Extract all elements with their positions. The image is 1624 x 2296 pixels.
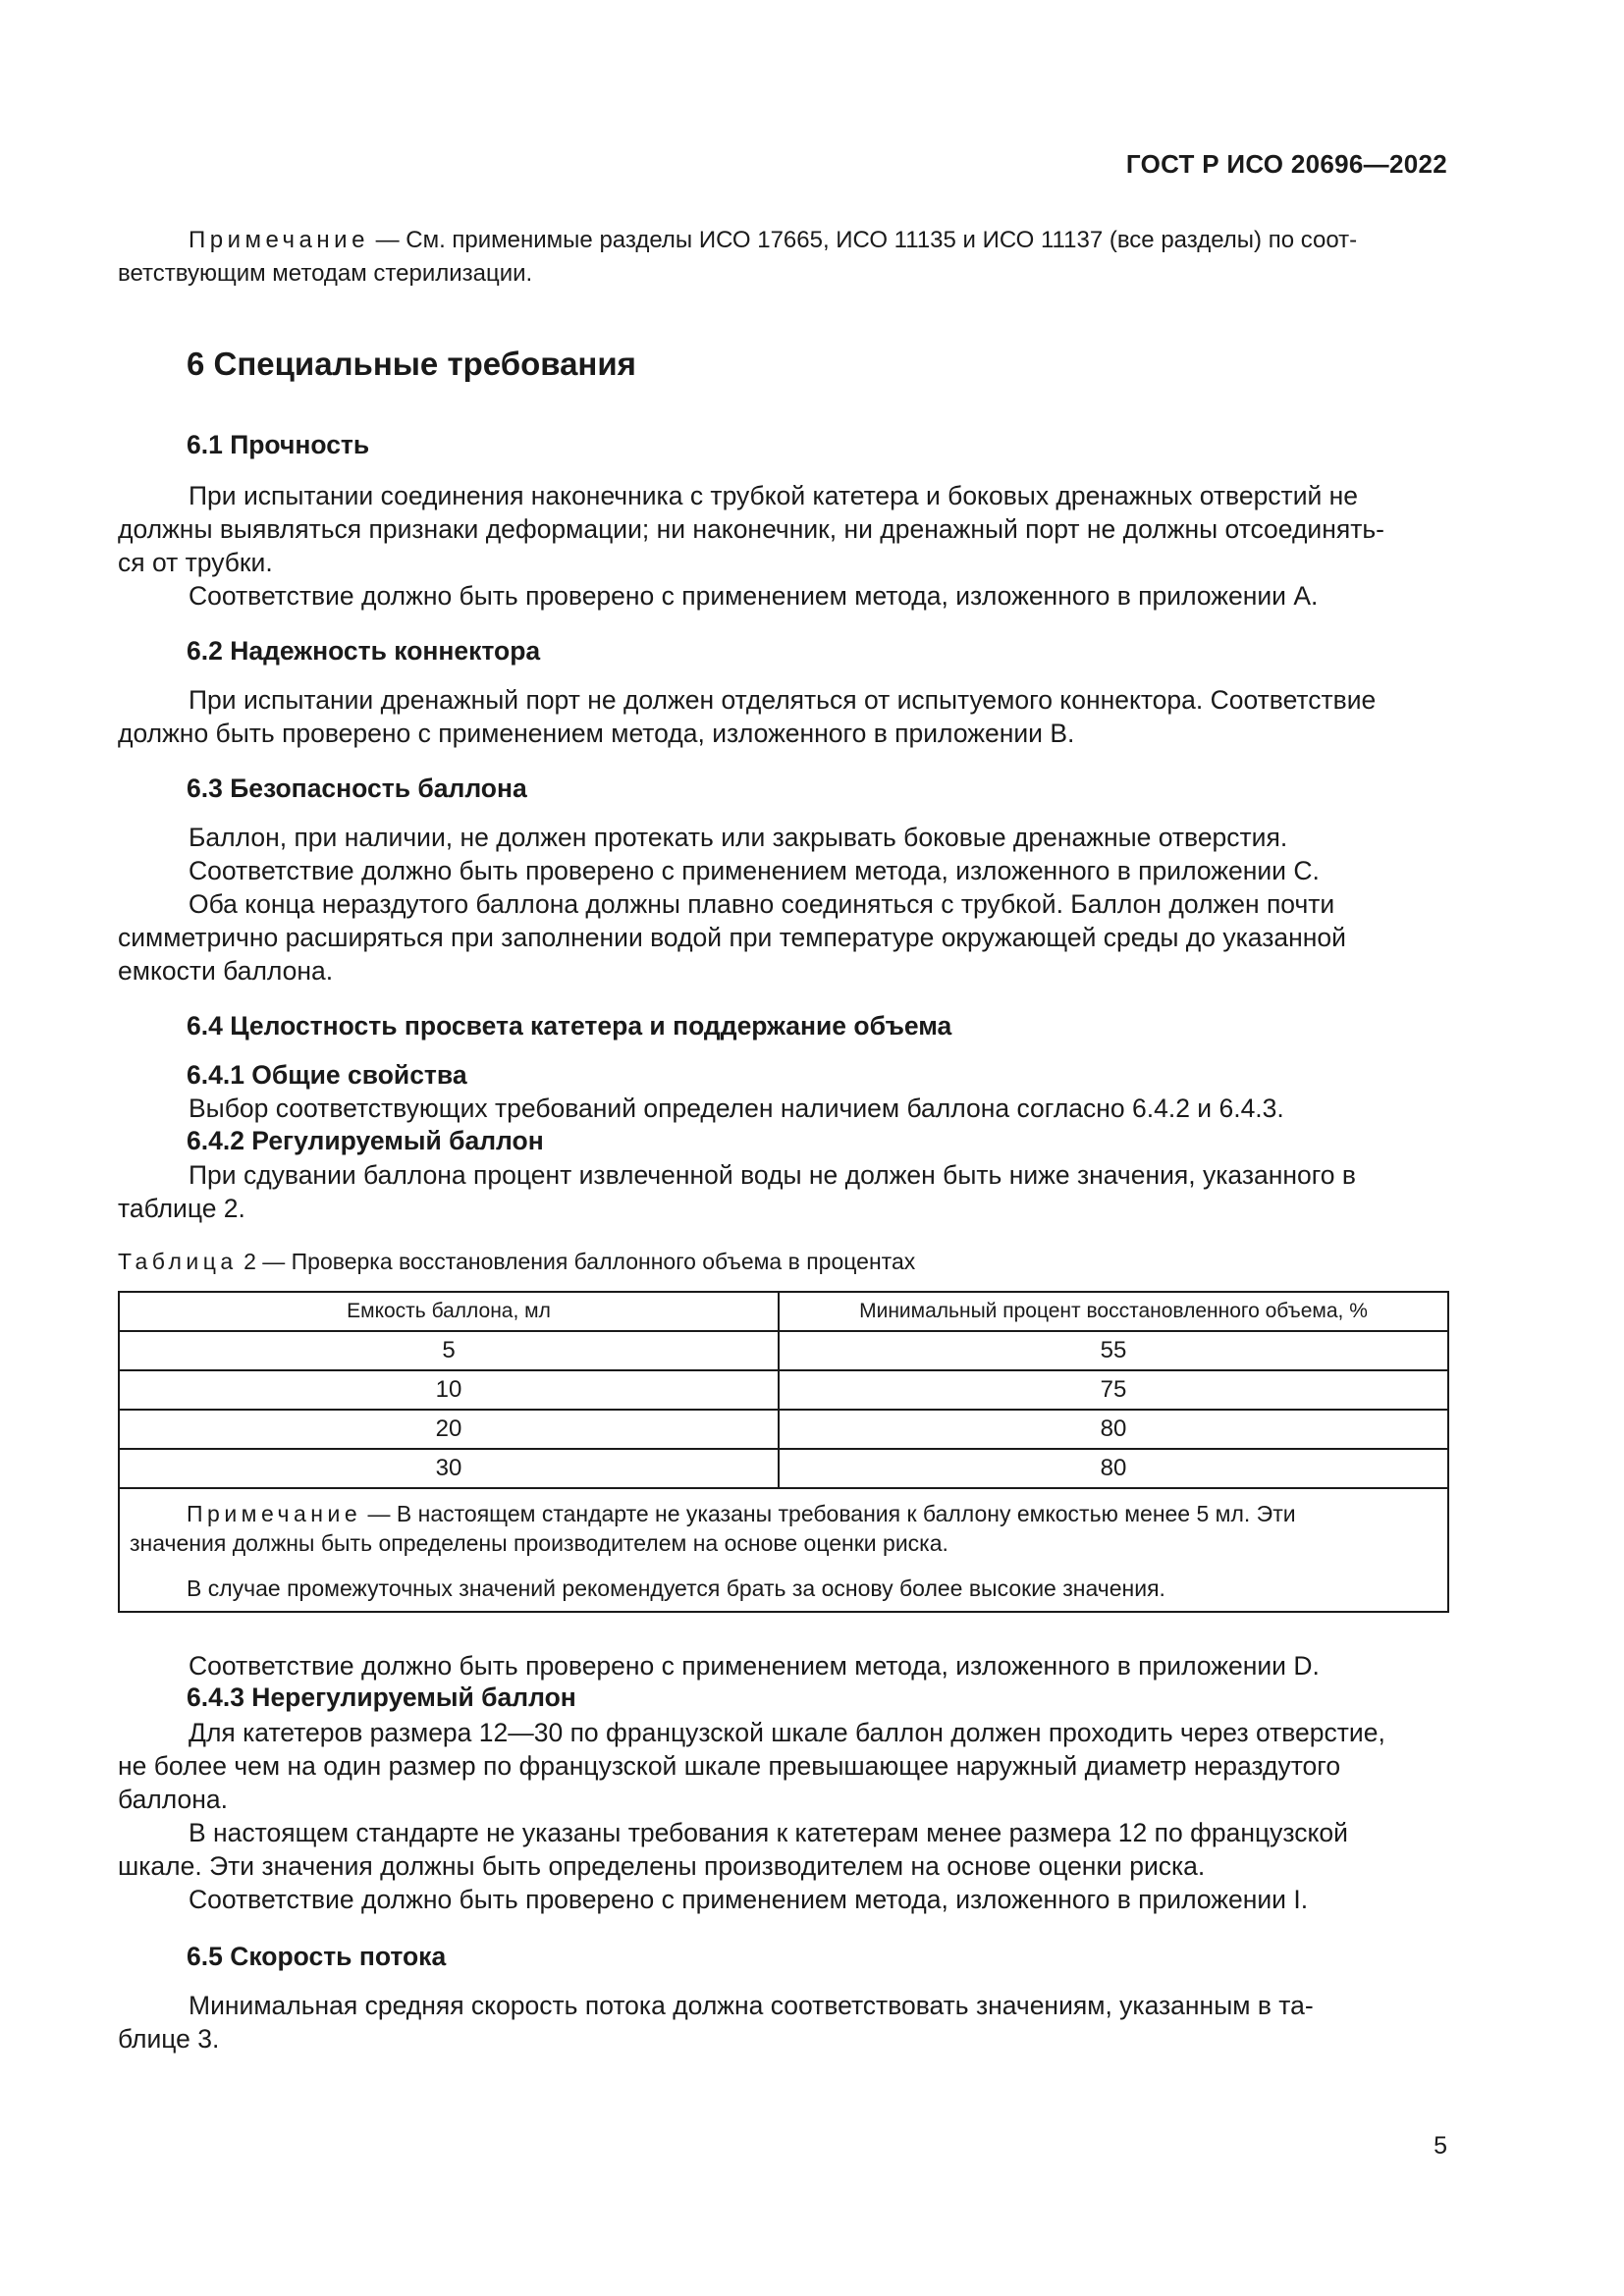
table-cell: 75 <box>779 1370 1448 1410</box>
section-6-4-3-title: 6.4.3 Нерегулируемый баллон <box>187 1682 576 1712</box>
table-2 <box>118 1291 1449 1613</box>
s6-5-line2: блице 3. <box>118 2024 220 2054</box>
section-6-3-title: 6.3 Безопасность баллона <box>187 774 527 803</box>
table-row <box>119 1449 1448 1488</box>
table-caption-text: 2 — Проверка восстановления баллонного объема в процентах <box>237 1249 916 1274</box>
s6-2-line2: должно быть проверено с применением метода, изложенного в приложении В. <box>118 719 1075 748</box>
note-label: Примечание <box>189 227 369 253</box>
s6-1-line4: Соответствие должно быть проверено с применением метода, изложенного в приложении А. <box>189 581 1319 611</box>
section-6-2-title: 6.2 Надежность коннектора <box>187 636 541 666</box>
s6-4-3-line3: баллона. <box>118 1785 229 1814</box>
section-6-5-title: 6.5 Скорость потока <box>187 1942 447 1971</box>
table-cell: 55 <box>779 1331 1448 1370</box>
section-6-4-title: 6.4 Целостность просвета катетера и поддержание объема <box>187 1011 952 1041</box>
table-note-label: Примечание <box>187 1501 362 1526</box>
s6-4-3-line1: Для катетеров размера 12—30 по французской шкале баллон должен проходить через отверстие, <box>189 1718 1385 1747</box>
s6-5-line1: Минимальная средняя скорость потока должна соответствовать значениям, указанным в та- <box>189 1991 1314 2020</box>
s6-3-line4: симметрично расширяться при заполнении водой при температуре окружающей среды до указанной <box>118 923 1346 952</box>
note-text: — См. применимые разделы ИСО 17665, ИСО 11135 и ИСО 11137 (все разделы) по соот- <box>368 227 1358 253</box>
top-note <box>118 224 1447 256</box>
top-note-cont: ветствующим методам стерилизации. <box>118 260 533 287</box>
table-note-line2: значения должны быть определены производителем на основе оценки риска. <box>130 1530 948 1556</box>
s6-4-3-line2: не более чем на один размер по французской шкале превышающее наружный диаметр нераздутого <box>118 1751 1341 1781</box>
section-6-4-1-title: 6.4.1 Общие свойства <box>187 1060 467 1090</box>
s6-1-line3: ся от трубки. <box>118 548 273 577</box>
s6-1-line1: При испытании соединения наконечника с трубкой катетера и боковых дренажных отверстий не <box>189 481 1359 510</box>
s6-1-line2: должны выявляться признаки деформации; ни наконечник, ни дренажный порт не должны отсоединять- <box>118 514 1384 544</box>
after-table-line1: Соответствие должно быть проверено с применением метода, изложенного в приложении D. <box>189 1651 1320 1681</box>
table-cell: 20 <box>119 1410 779 1449</box>
table-note-text: — В настоящем стандарте не указаны требования к баллону емкостью менее 5 мл. Эти <box>361 1501 1296 1526</box>
s6-3-line5: емкости баллона. <box>118 956 334 986</box>
s6-3-line2: Соответствие должно быть проверено с применением метода, изложенного в приложении С. <box>189 856 1320 885</box>
s6-4-3-line5: шкале. Эти значения должны быть определены производителем на основе оценки риска. <box>118 1851 1206 1881</box>
s6-4-3-line4: В настоящем стандарте не указаны требования к катетерам менее размера 12 по французской <box>189 1818 1348 1847</box>
table-row <box>119 1331 1448 1370</box>
table-note <box>119 1488 1448 1612</box>
table-2-caption <box>118 1249 915 1275</box>
section-6-4-2-title: 6.4.2 Регулируемый баллон <box>187 1126 544 1155</box>
s6-4-3-line6: Соответствие должно быть проверено с применением метода, изложенного в приложении I. <box>189 1885 1309 1914</box>
document-header: ГОСТ Р ИСО 20696—2022 <box>1125 149 1447 179</box>
page-number: 5 <box>1434 2132 1447 2160</box>
table-row <box>119 1370 1448 1410</box>
s6-2-line1: При испытании дренажный порт не должен отделяться от испытуемого коннектора. Соответствие <box>189 685 1377 715</box>
s6-4-2-line1: При сдувании баллона процент извлеченной воды не должен быть ниже значения, указанного в <box>189 1160 1356 1190</box>
table-note-line1 <box>130 1499 1437 1528</box>
table-cell: 80 <box>779 1410 1448 1449</box>
s6-3-line1: Баллон, при наличии, не должен протекать или закрывать боковые дренажные отверстия. <box>189 823 1288 852</box>
table-cell: 10 <box>119 1370 779 1410</box>
s6-3-line3: Оба конца нераздутого баллона должны плавно соединяться с трубкой. Баллон должен почти <box>189 889 1335 919</box>
s6-4-2-line2: таблице 2. <box>118 1194 245 1223</box>
table-cell: 80 <box>779 1449 1448 1488</box>
section-6-title: 6 Специальные требования <box>187 346 636 382</box>
table-cell: 5 <box>119 1331 779 1370</box>
section-6-1-title: 6.1 Прочность <box>187 430 370 459</box>
table-cell: 30 <box>119 1449 779 1488</box>
table-header-row <box>119 1292 1448 1331</box>
s6-4-1-line1: Выбор соответствующих требований определен наличием баллона согласно 6.4.2 и 6.4.3. <box>189 1094 1284 1123</box>
table-header-cell: Минимальный процент восстановленного объема, % <box>779 1292 1448 1331</box>
table-note-line3: В случае промежуточных значений рекомендуется брать за основу более высокие значения. <box>187 1575 1165 1601</box>
table-note-row <box>119 1488 1448 1612</box>
table-header-cell: Емкость баллона, мл <box>119 1292 779 1331</box>
table-row <box>119 1410 1448 1449</box>
table-caption-label: Таблица <box>118 1249 238 1274</box>
